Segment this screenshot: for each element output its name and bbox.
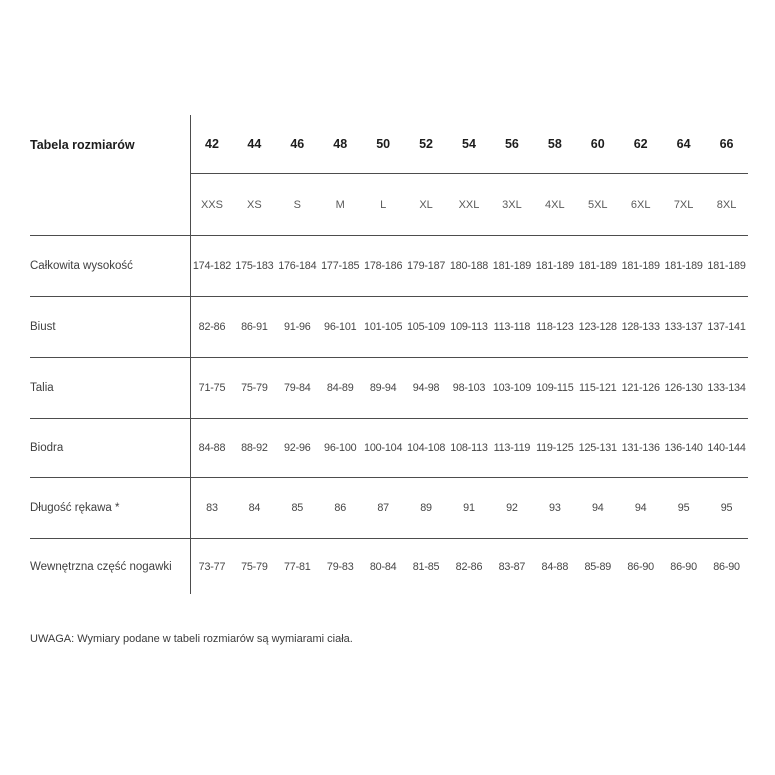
measure-value: 79-84 — [283, 382, 311, 394]
measure-value: 179-187 — [406, 260, 446, 272]
table-title: Tabela rozmiarów — [30, 137, 135, 152]
measure-value: 119-125 — [536, 442, 574, 454]
measure-value: 121-126 — [621, 382, 660, 394]
size-number: 48 — [319, 115, 362, 174]
measure-value: 77-81 — [283, 560, 311, 573]
measure-value: 123-128 — [578, 321, 617, 333]
measure-value: 118-123 — [536, 321, 574, 333]
size-number: 52 — [405, 115, 448, 174]
measure-value: 136-140 — [664, 442, 703, 454]
measure-value: 84-88 — [541, 560, 569, 573]
measure-value: 92-96 — [283, 442, 311, 454]
measure-value: 92 — [506, 502, 518, 514]
measure-value: 113-119 — [493, 442, 531, 454]
measure-value: 133-134 — [707, 382, 746, 394]
size-letter: 8XL — [716, 198, 737, 211]
measure-value: 140-144 — [707, 442, 746, 454]
measure-value: 181-189 — [535, 260, 574, 272]
size-number: 42 — [190, 115, 233, 174]
measure-value: 101-105 — [364, 321, 403, 333]
measure-value: 84 — [248, 502, 261, 514]
size-letter: XL — [419, 198, 433, 211]
measure-value: 137-141 — [707, 321, 746, 333]
size-letter: 5XL — [587, 198, 608, 211]
measure-value: 109-115 — [536, 382, 574, 394]
size-letter: 6XL — [630, 198, 651, 211]
size-number: 62 — [619, 115, 662, 174]
measure-value: 88-92 — [241, 442, 268, 454]
header-row-alpha — [30, 174, 748, 236]
measure-value: 174-182 — [190, 236, 233, 296]
row-label: Talia — [30, 382, 54, 394]
table-row-bust — [30, 297, 748, 358]
size-number: 58 — [533, 115, 576, 174]
row-label: Biodra — [30, 442, 64, 454]
measure-value: 82-86 — [455, 560, 483, 573]
measure-value: 91 — [463, 502, 475, 514]
measure-value: 128-133 — [621, 321, 660, 333]
measure-value: 113-118 — [493, 321, 531, 333]
measure-value: 80-84 — [369, 560, 397, 573]
measure-value: 94 — [591, 502, 604, 514]
measure-value: 71-75 — [190, 358, 233, 418]
row-label: Biust — [30, 321, 56, 333]
measure-value: 177-185 — [321, 260, 360, 272]
size-letter: S — [293, 198, 301, 211]
measure-value: 108-113 — [450, 442, 488, 454]
size-number: 64 — [662, 115, 705, 174]
measure-value: 181-189 — [578, 260, 617, 272]
measure-value: 103-109 — [492, 382, 532, 394]
measure-value: 91-96 — [283, 321, 311, 333]
measure-value: 176-184 — [278, 260, 317, 272]
size-number: 44 — [233, 115, 276, 174]
measure-value: 105-109 — [406, 321, 446, 333]
measure-value: 84-88 — [190, 419, 233, 477]
measure-value: 131-136 — [621, 442, 660, 454]
row-label: Długość rękawa * — [30, 502, 120, 514]
table-row-waist — [30, 358, 748, 419]
size-number: 50 — [362, 115, 405, 174]
size-letter: 3XL — [502, 198, 522, 211]
measure-value: 85-89 — [584, 560, 612, 573]
size-number: 60 — [576, 115, 619, 174]
measure-value: 104-108 — [406, 442, 446, 454]
measure-value: 83-87 — [498, 560, 526, 573]
measure-value: 175-183 — [235, 260, 274, 272]
measure-value: 96-100 — [324, 442, 357, 454]
size-letter: XXS — [190, 174, 233, 235]
measure-value: 82-86 — [190, 297, 233, 357]
measure-value: 86-90 — [670, 560, 697, 573]
size-letter: XS — [247, 198, 262, 211]
footer-note: UWAGA: Wymiary podane w tabeli rozmiarów są wymiarami ciała. — [30, 633, 353, 645]
measure-value: 98-103 — [452, 382, 486, 394]
table-row-total-height — [30, 236, 748, 297]
size-number: 46 — [276, 115, 319, 174]
measure-value: 81-85 — [412, 560, 440, 573]
measure-value: 75-79 — [241, 560, 268, 573]
measure-value: 95 — [720, 502, 733, 514]
measure-value: 133-137 — [664, 321, 703, 333]
empty-label-cell — [30, 174, 190, 235]
row-label: Całkowita wysokość — [30, 260, 133, 272]
measure-value: 181-189 — [707, 260, 746, 272]
measure-value: 181-189 — [492, 260, 532, 272]
size-letter: L — [380, 198, 387, 211]
measure-value: 181-189 — [664, 260, 703, 272]
measure-value: 87 — [377, 502, 389, 514]
size-letter: M — [335, 198, 345, 211]
measure-value: 96-101 — [324, 321, 357, 333]
table-row-hips — [30, 419, 748, 478]
measure-value: 75-79 — [241, 382, 268, 394]
measure-value: 83 — [190, 478, 233, 538]
size-number: 56 — [490, 115, 533, 174]
row-label: Wewnętrzna część nogawki — [30, 560, 172, 573]
measure-value: 94-98 — [412, 382, 440, 394]
size-number: 54 — [448, 115, 491, 174]
measure-value: 109-113 — [450, 321, 488, 333]
measure-value: 84-89 — [326, 382, 354, 394]
measure-value: 89 — [420, 502, 432, 514]
measure-value: 89-94 — [369, 382, 397, 394]
measure-value: 86 — [334, 502, 347, 514]
measure-value: 181-189 — [621, 260, 660, 272]
measure-value: 86-91 — [241, 321, 268, 333]
measure-value: 86-90 — [713, 560, 740, 573]
size-letter: 4XL — [545, 198, 565, 211]
measure-value: 100-104 — [364, 442, 403, 454]
measure-value: 85 — [291, 502, 304, 514]
measure-value: 115-121 — [579, 382, 617, 394]
measure-value: 73-77 — [190, 539, 233, 594]
measure-value: 94 — [634, 502, 647, 514]
measure-value: 180-188 — [449, 260, 489, 272]
size-letter: 7XL — [673, 198, 694, 211]
size-letter: XXL — [458, 198, 480, 211]
measure-value: 125-131 — [578, 442, 617, 454]
size-number: 66 — [705, 115, 748, 174]
table-row-sleeve-length — [30, 478, 748, 539]
table-row-inner-leg — [30, 539, 748, 594]
measure-value: 86-90 — [627, 560, 654, 573]
measure-value: 126-130 — [664, 382, 703, 394]
size-table — [30, 115, 748, 594]
measure-value: 95 — [677, 502, 690, 514]
measure-value: 178-186 — [364, 260, 403, 272]
measure-value: 79-83 — [326, 560, 354, 573]
header-row-numeric — [30, 115, 748, 174]
measure-value: 93 — [549, 502, 561, 514]
